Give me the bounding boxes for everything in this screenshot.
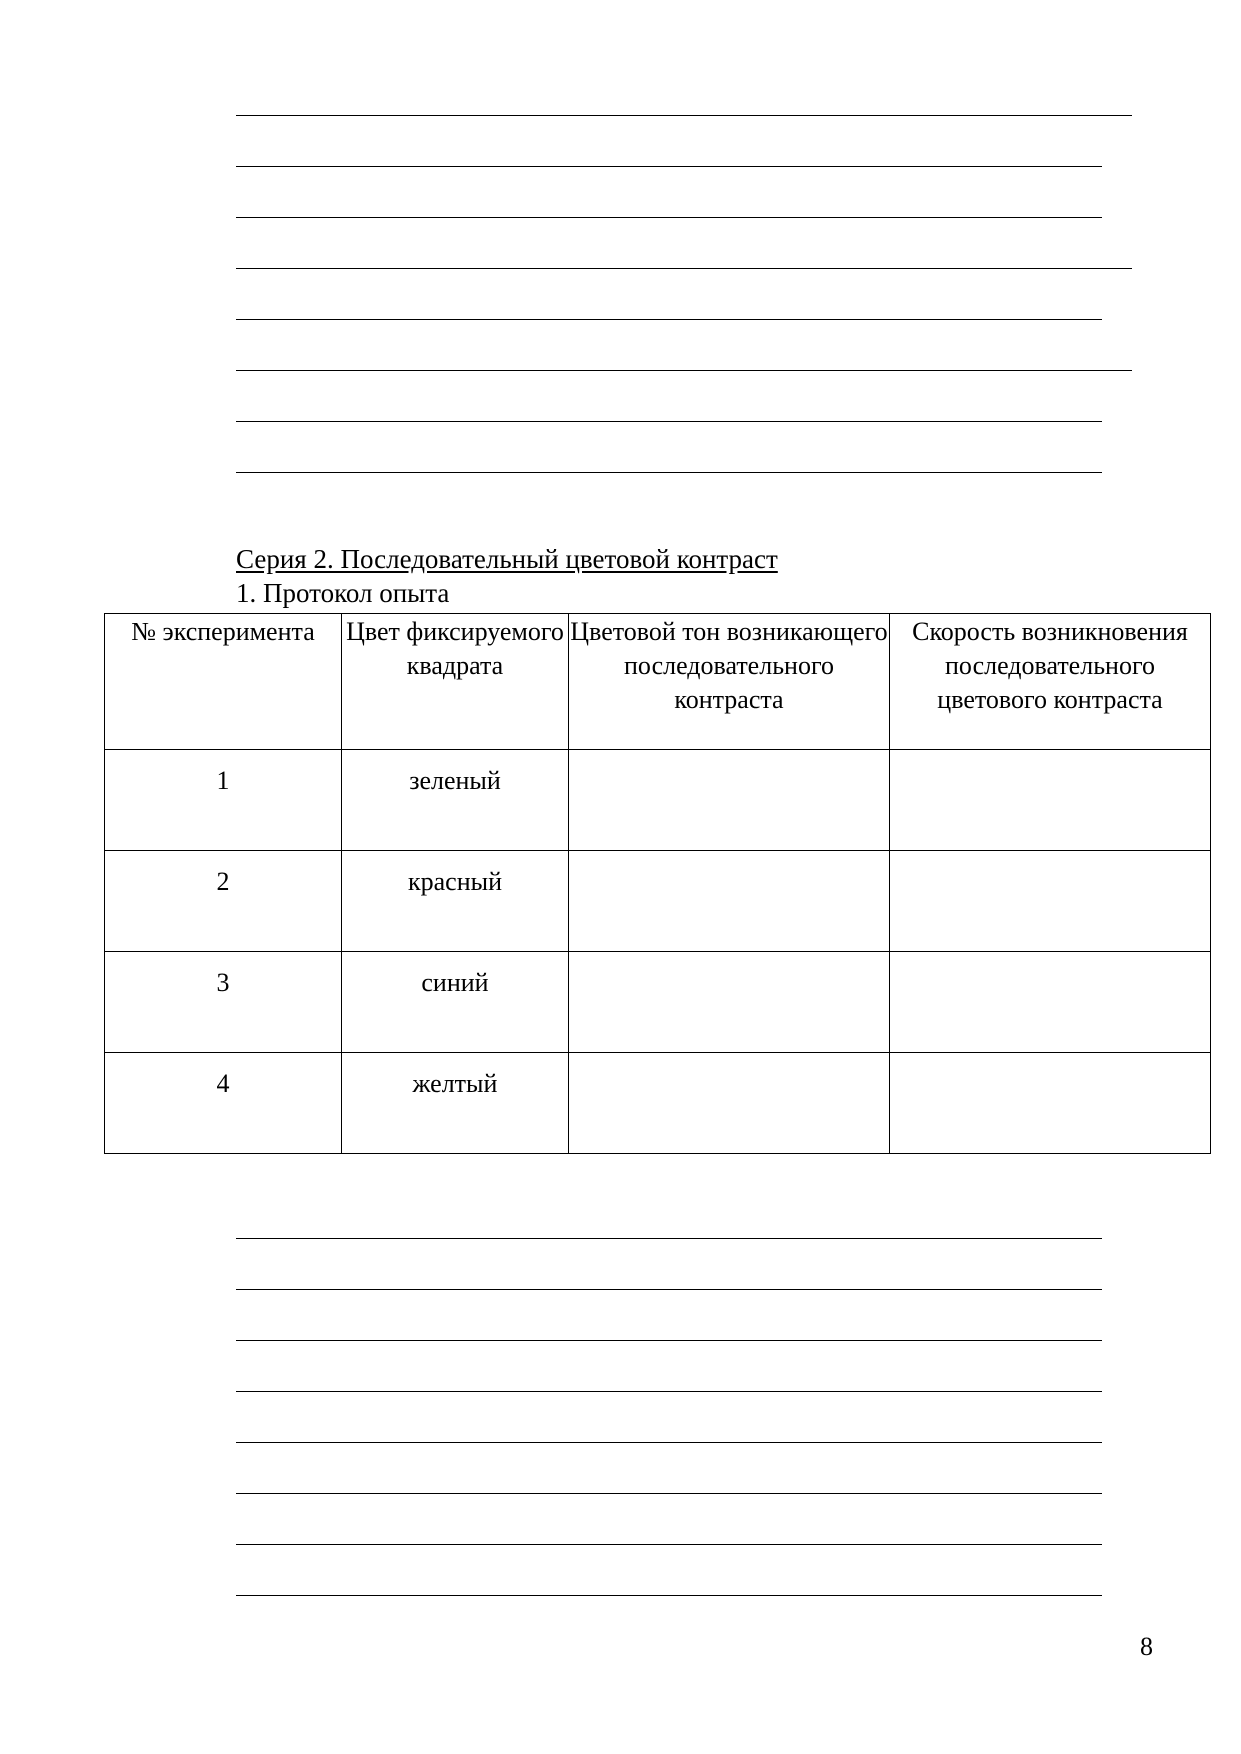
table-row — [105, 952, 1211, 1053]
answer-line — [236, 1442, 1102, 1443]
cell-color-tone[interactable] — [569, 851, 890, 952]
answer-line — [236, 1493, 1102, 1494]
cell-square-color: синий — [342, 952, 569, 1053]
answer-line — [236, 166, 1102, 167]
table-header-row — [105, 614, 1211, 750]
cell-color-tone[interactable] — [569, 750, 890, 851]
cell-contrast-speed[interactable] — [890, 851, 1211, 952]
cell-color-tone[interactable] — [569, 1053, 890, 1154]
cell-square-color: зеленый — [342, 750, 569, 851]
page-number: 8 — [1140, 1632, 1153, 1661]
cell-square-color: красный — [342, 851, 569, 952]
table-row — [105, 1053, 1211, 1154]
answer-line — [236, 115, 1132, 116]
answer-line — [236, 1391, 1102, 1392]
cell-square-color: желтый — [342, 1053, 569, 1154]
table-row — [105, 750, 1211, 851]
answer-line — [236, 1238, 1102, 1239]
cell-experiment-number: 1 — [105, 750, 342, 851]
answer-line — [236, 421, 1102, 422]
cell-experiment-number: 3 — [105, 952, 342, 1053]
answer-line — [236, 472, 1102, 473]
answer-line — [236, 1595, 1102, 1596]
answer-line — [236, 268, 1132, 269]
cell-color-tone[interactable] — [569, 952, 890, 1053]
protocol-table — [104, 613, 1211, 1154]
answer-line — [236, 319, 1102, 320]
answer-line — [236, 217, 1102, 218]
answer-line — [236, 1544, 1102, 1545]
header-contrast-speed: Скорость возникновения последовательного цветового контраста — [890, 614, 1211, 750]
table-row — [105, 851, 1211, 952]
series-title: Серия 2. Последовательный цветовой контраст — [236, 544, 778, 574]
protocol-title: 1. Протокол опыта — [236, 578, 450, 608]
header-fixed-square-color: Цвет фиксируемого квадрата — [342, 614, 569, 750]
answer-line — [236, 370, 1132, 371]
cell-experiment-number: 4 — [105, 1053, 342, 1154]
header-experiment-number: № эксперимента — [105, 614, 342, 750]
cell-contrast-speed[interactable] — [890, 1053, 1211, 1154]
cell-contrast-speed[interactable] — [890, 750, 1211, 851]
cell-contrast-speed[interactable] — [890, 952, 1211, 1053]
cell-experiment-number: 2 — [105, 851, 342, 952]
answer-line — [236, 1340, 1102, 1341]
answer-line — [236, 1289, 1102, 1290]
header-color-tone: Цветовой тон возникающего последовательного контраста — [569, 614, 890, 750]
